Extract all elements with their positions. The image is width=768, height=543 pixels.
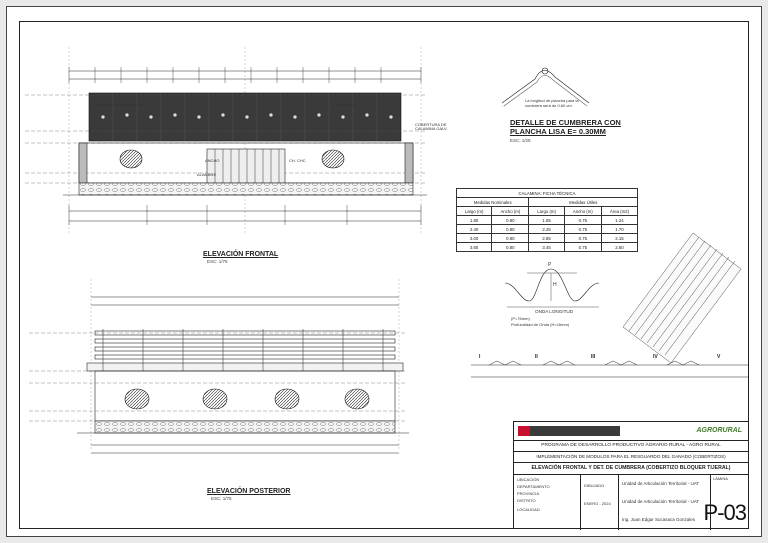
ridge-detail-scale: ESC: 1/25: [510, 138, 531, 143]
sheet-sequence-drawing: [471, 361, 749, 377]
ficha-header: Largo (m): [457, 207, 492, 216]
ficha-header: Ancho (m): [564, 207, 601, 216]
table-cell: 0.75: [564, 216, 601, 225]
sheet-code: P-03: [703, 500, 746, 525]
table-cell: 1.24: [601, 216, 637, 225]
ficha-header: Ancho (m): [492, 207, 529, 216]
agrorural-logo: AGRORURAL: [696, 427, 742, 434]
table-cell: 0.80: [492, 225, 529, 234]
sequence-label-3: III: [591, 354, 596, 360]
label-cumbrera-galvanizado: CUMBRERA GALVANIZADO: [93, 102, 145, 107]
table-row: [457, 225, 638, 234]
sheet-title: ELEVACIÓN FRONTAL Y DET. DE CUMBRERA (COBERTIZO BLOQUER TIJERAL): [514, 462, 748, 473]
ficha-header: Largo (m): [529, 207, 564, 216]
ficha-title: CALAMINA: FICHA TÉCNICA: [457, 189, 638, 198]
table-row: [457, 243, 638, 252]
table-cell: 1.65: [529, 216, 564, 225]
ficha-tecnica-table: [456, 188, 638, 252]
table-row: [457, 216, 638, 225]
gov-logo: [518, 426, 530, 436]
label-chc: CH. CHC: [289, 158, 306, 163]
dibujado-label: DIBUJADO: [584, 483, 605, 488]
sequence-label-2: II: [535, 354, 538, 360]
gov-logo-band: [530, 426, 620, 436]
program-name: PROGRAMA DE DESARROLLO PRODUCTIVO AGRARIO RURAL - AGRO RURAL: [514, 440, 748, 450]
table-cell: 0.75: [564, 234, 601, 243]
label-ancho: ANCHO: [205, 158, 220, 163]
wave-line2: Profundidad de Onda (H=16mm): [511, 322, 570, 327]
table-cell: 2.15: [601, 234, 637, 243]
label-cobertura: COBERTURA DE CALAMINA GALV.: [415, 122, 448, 131]
table-cell: 0.80: [492, 216, 529, 225]
ridge-note-line2: cumbrera será de 0.60 cm: [525, 103, 572, 108]
front-elevation-title: ELEVACIÓN FRONTAL: [203, 251, 279, 258]
unit-1: Unidad de Articulación Territorial - UAT: [622, 481, 700, 486]
front-elevation-scale: ESC: 1/75: [207, 259, 228, 264]
drawing-sheet: [6, 6, 762, 537]
sequence-label-5: V: [717, 354, 721, 360]
table-cell: 0.75: [564, 243, 601, 252]
wave-profile-drawing: [505, 269, 599, 307]
table-cell: 1.70: [601, 225, 637, 234]
label-alambre: ALAMBRE: [197, 172, 217, 177]
corrugated-sheet-drawing: [623, 233, 741, 363]
title-block: [513, 421, 749, 529]
table-cell: 0.80: [492, 234, 529, 243]
label-cumbrera: CUMBRERA: [333, 102, 356, 107]
table-cell: 2.40: [457, 225, 492, 234]
table-cell: 2.85: [529, 234, 564, 243]
wave-label-h: H: [553, 282, 557, 288]
ridge-note-line1: La longitud de plancha para la: [525, 98, 579, 103]
table-cell: 3.60: [457, 243, 492, 252]
field-ubicacion: UBICACIÓN: [517, 477, 540, 482]
ficha-group-utiles: Medidas Útiles: [529, 198, 638, 207]
field-localidad: LOCALIDAD: [517, 507, 540, 512]
project-name: IMPLEMENTACIÓN DE MODULOS PARA EL RESGUARDO DEL GANADO (COBERTIZOS): [514, 451, 748, 461]
rear-elevation-scale: ESC: 1/75: [211, 496, 232, 501]
field-provincia: PROVINCIA: [517, 491, 540, 496]
table-cell: 3.45: [529, 243, 564, 252]
field-departamento: DEPARTAMENTO: [517, 484, 550, 489]
ridge-detail-title-1: DETALLE DE CUMBRERA CON: [510, 118, 621, 127]
ridge-detail-title-2: PLANCHA LISA E= 0.30MM: [510, 127, 606, 136]
engineer-name: Ing. Juan Edgar Sucasaca Gonzales: [622, 517, 696, 522]
unit-2: Unidad de Articulación Territorial - UAT: [622, 499, 700, 504]
ficha-group-nominal: Medidas Nominales: [457, 198, 529, 207]
ficha-header: Área (m2): [601, 207, 637, 216]
wave-line1: (P=76mm): [511, 316, 530, 321]
table-row: [457, 234, 638, 243]
table-cell: 0.75: [564, 225, 601, 234]
sequence-label-4: IV: [653, 354, 658, 360]
table-cell: 2.25: [529, 225, 564, 234]
field-distrito: DISTRITO: [517, 498, 536, 503]
wave-label-p: P: [548, 262, 552, 268]
table-cell: 1.80: [457, 216, 492, 225]
table-cell: 2.60: [601, 243, 637, 252]
fecha-value: ENERO - 2024: [584, 501, 611, 506]
table-cell: 0.80: [492, 243, 529, 252]
wave-title: ONDA LONGITUD: [535, 309, 574, 314]
sequence-label-1: I: [479, 354, 481, 360]
front-elevation-drawing: [25, 47, 427, 235]
rear-elevation-title: ELEVACIÓN POSTERIOR: [207, 488, 291, 495]
rear-elevation-drawing: [29, 279, 409, 453]
table-cell: 3.00: [457, 234, 492, 243]
lamina-label: LÁMINA: [713, 476, 728, 481]
